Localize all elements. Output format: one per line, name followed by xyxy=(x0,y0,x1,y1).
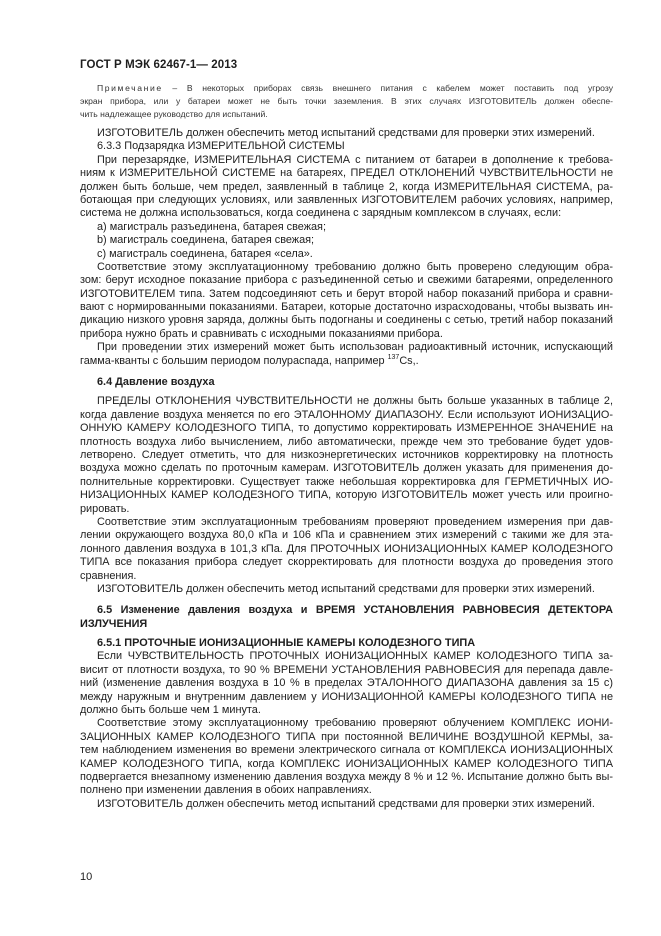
text-line xyxy=(80,355,613,368)
text-line: ЗАЦИОННЫХ КАМЕР КОЛОДЕЗНОГО ТИПА при постоянной ВЕЛИЧИНЕ ВОЗДУШНОЙ КЕРМЫ, за- xyxy=(80,730,613,743)
paragraph xyxy=(80,221,613,234)
section-heading xyxy=(80,604,613,631)
text-line: когда давление воздуха меняется по его ЭТАЛОННОМУ ДИАПАЗОНУ. Если используют ИОНИЗАЦИО- xyxy=(80,408,613,421)
text-line: 6.4 Давление воздуха xyxy=(97,376,215,389)
text-line: Если ЧУВСТВИТЕЛЬНОСТЬ ПРОТОЧНЫХ ИОНИЗАЦИОННЫХ КАМЕР КОЛОДЕЗНОГО ТИПА за- xyxy=(97,650,613,663)
text-line: прибора нужно брать и сравнивать с исходными показаниями прибора. xyxy=(80,327,443,340)
text-line: ИЗГОТОВИТЕЛЬ должен обеспечить метод испытаний средствами для проверки этих измерений. xyxy=(97,127,595,139)
paragraph xyxy=(80,248,613,261)
text-line: ИЗГОТОВИТЕЛЬ должен обеспечить метод испытаний средствами для проверки этих измерений. xyxy=(97,582,595,595)
paragraph xyxy=(80,127,613,140)
text-fragment: гамма-кванты с большим периодом полураспада, например xyxy=(80,354,388,367)
note-text: – В некоторых приборах связь внешнего питания с кабелем может поставить под угрозу xyxy=(162,83,613,93)
text-line: 6.3.3 Подзарядка ИЗМЕРИТЕЛЬНОЙ СИСТЕМЫ xyxy=(97,140,345,153)
text-line: ТИПА все показания прибора следует скорректировать для плотности воздуха до проведения этого xyxy=(80,556,613,569)
text-line: 6.5.1 ПРОТОЧНЫЕ ИОНИЗАЦИОННЫЕ КАМЕРЫ КОЛОДЕЗНОГО ТИПА xyxy=(97,637,476,650)
text-line: должен быть больше, чем предел, заявленный в таблице 2, когда ИЗМЕРИТЕЛЬНАЯ СИСТЕМА, ра- xyxy=(80,180,613,193)
text-line: висит от плотности воздуха, то 90 % ВРЕМЕНИ УСТАНОВЛЕНИЯ РАВНОВЕСИЯ для перепада давле- xyxy=(80,663,613,676)
text-line: Соответствие этому эксплуатационному требованию должно быть проверено следующим обра- xyxy=(97,260,613,273)
text-line: система не должна использоваться, когда соединена с зарядным комплексом в случаях, если: xyxy=(80,207,562,220)
section-heading xyxy=(80,376,613,389)
text-line: a) магистраль разъединена, батарея свежая; xyxy=(97,220,326,233)
text-line: НИЗАЦИОННЫХ КАМЕР КОЛОДЕЗНОГО ТИПА, которую ИЗГОТОВИТЕЛЬ может учесть или проигно- xyxy=(80,489,613,502)
text-line: лонного давления воздуха в 101,3 кПа. Для ПРОТОЧНЫХ ИОНИЗАЦИОННЫХ КАМЕР КОЛОДЕЗНОГО xyxy=(80,542,613,555)
page-number: 10 xyxy=(80,871,93,883)
text-line: ботающая при следующих условиях, или заявленных ИЗГОТОВИТЕЛЕМ рабочих условиях, например, xyxy=(80,193,613,206)
paragraph xyxy=(80,516,613,583)
note-label: Примечание xyxy=(97,83,163,93)
text-line: лении окружающего воздуха 80,0 кПа и 106 кПа и сравнением этих измерений с такими же для эта- xyxy=(80,529,613,542)
text-line: воздуха можно сделать по проточным камерам. ИЗГОТОВИТЕЛЬ должен указать для применения до- xyxy=(80,462,613,475)
paragraph xyxy=(80,341,613,368)
text-line: экран прибора, или у батареи может не быть точки заземления. В этих случаях ИЗГОТОВИТЕЛЬ должен обеспе- xyxy=(80,96,613,106)
paragraph xyxy=(80,395,613,516)
text-line: полнительные корректировки. Существует также небольшая корректировка для ГЕРМЕТИЧНЫХ ИО- xyxy=(80,475,613,488)
text-line: должно быть больше чем 1 минута. xyxy=(80,704,261,717)
text-line: Соответствие этому эксплуатационному требованию проверяют облучением КОМПЛЕКС ИОНИ- xyxy=(97,717,613,730)
text-line: тем наблюдением изменения во времени электрического сигнала от КОМПЛЕКСА ИОНИЗАЦИОННЫХ xyxy=(80,744,613,757)
isotope-mass-number: 137 xyxy=(387,353,400,361)
text-line: рировать. xyxy=(80,502,130,515)
paragraph xyxy=(80,798,613,811)
text-line: При перезарядке, ИЗМЕРИТЕЛЬНАЯ СИСТЕМА с питанием от батареи в дополнение к требова- xyxy=(97,153,613,166)
text-line: плотность воздуха либо вычислением, либо автоматически, прежде чем это требование будет удов- xyxy=(80,435,613,448)
document-body xyxy=(80,82,613,811)
text-line: ИЗГОТОВИТЕЛЕМ типа. Затем подсоединяют сеть и берут второй набор показаний прибора и сравни- xyxy=(80,287,613,300)
text-line: между наружным и внутренним давлением у ИОНИЗАЦИОННОЙ КАМЕРЫ КОЛОДЕЗНОГО ТИПА не xyxy=(80,690,613,703)
text-line: 6.5 Изменение давления воздуха и ВРЕМЯ УСТАНОВЛЕНИЯ РАВНОВЕСИЯ ДЕТЕКТОРА xyxy=(97,604,613,617)
text-line: зом: берут исходное показание прибора с разъединенной сетью и свежими батареями, определенного xyxy=(80,274,613,287)
text-line: ОННУЮ КАМЕРУ КОЛОДЕЗНОГО ТИПА, то допустимо корректировать ИЗМЕРЕННОЕ ЗНАЧЕНИЕ на xyxy=(80,422,613,435)
text-line: При проведении этих измерений может быть использован радиоактивный источник, испускающий xyxy=(97,341,613,354)
text-line: подвергается внезапному изменению давления воздуха между 8 % и 12 %. Испытание должно быть вы- xyxy=(80,770,613,783)
paragraph xyxy=(80,583,613,596)
text-line: дикацию низкого уровня заряда, должны быть подогнаны и соединены с сетью, третий набор показаний xyxy=(80,314,613,327)
paragraph xyxy=(80,140,613,153)
text-line: чить надлежащее руководство для испытаний. xyxy=(80,109,268,119)
text-line: ниям к ИЗМЕРИТЕЛЬНОЙ СИСТЕМЕ на батареях, ПРЕДЕЛ ОТКЛОНЕНИЙ ЧУВСТВИТЕЛЬНОСТИ не xyxy=(80,167,613,180)
text-line: b) магистраль соединена, батарея свежая; xyxy=(97,234,315,247)
text-line: летворено. Следует отметить, что для низкоэнергетических источников корректировку на плотность xyxy=(80,448,613,461)
text-fragment: Cs,. xyxy=(399,354,419,367)
paragraph xyxy=(80,717,613,797)
text-line: полнено при изменении давления в обоих направлениях. xyxy=(80,784,372,797)
paragraph xyxy=(80,234,613,247)
note-block xyxy=(80,82,613,121)
paragraph xyxy=(80,650,613,717)
text-line: КАМЕР КОЛОДЕЗНОГО ТИПА, когда КОМПЛЕКС ИОНИЗАЦИОННЫХ КАМЕР КОЛОДЕЗНОГО ТИПА xyxy=(80,757,613,770)
paragraph xyxy=(80,154,613,221)
text-line: Соответствие этим эксплуатационным требованиям проверяют проведением измерения при дав- xyxy=(97,515,613,528)
paragraph xyxy=(80,261,613,341)
text-line: ИЗГОТОВИТЕЛЬ должен обеспечить метод испытаний средствами для проверки этих измерений. xyxy=(97,797,595,810)
document-header: ГОСТ Р МЭК 62467-1— 2013 xyxy=(80,59,238,71)
text-line: ИЗЛУЧЕНИЯ xyxy=(80,617,148,630)
text-line: c) магистраль соединена, батарея «села». xyxy=(97,247,313,260)
text-line: ПРЕДЕЛЫ ОТКЛОНЕНИЯ ЧУВСТВИТЕЛЬНОСТИ не должны быть больше указанных в таблице 2, xyxy=(97,395,613,408)
text-line xyxy=(80,82,613,95)
text-line: ний (изменение давления воздуха в 10 % в пределах ЭТАЛОННОГО ДИАПАЗОНА давления за 15 с) xyxy=(80,677,613,690)
section-heading xyxy=(80,637,613,650)
text-line: сравнения. xyxy=(80,569,137,582)
text-line: вают с нормированными показаниями. Батареи, которые достаточно израсходованы, чтобы вызвать ин- xyxy=(80,301,613,314)
